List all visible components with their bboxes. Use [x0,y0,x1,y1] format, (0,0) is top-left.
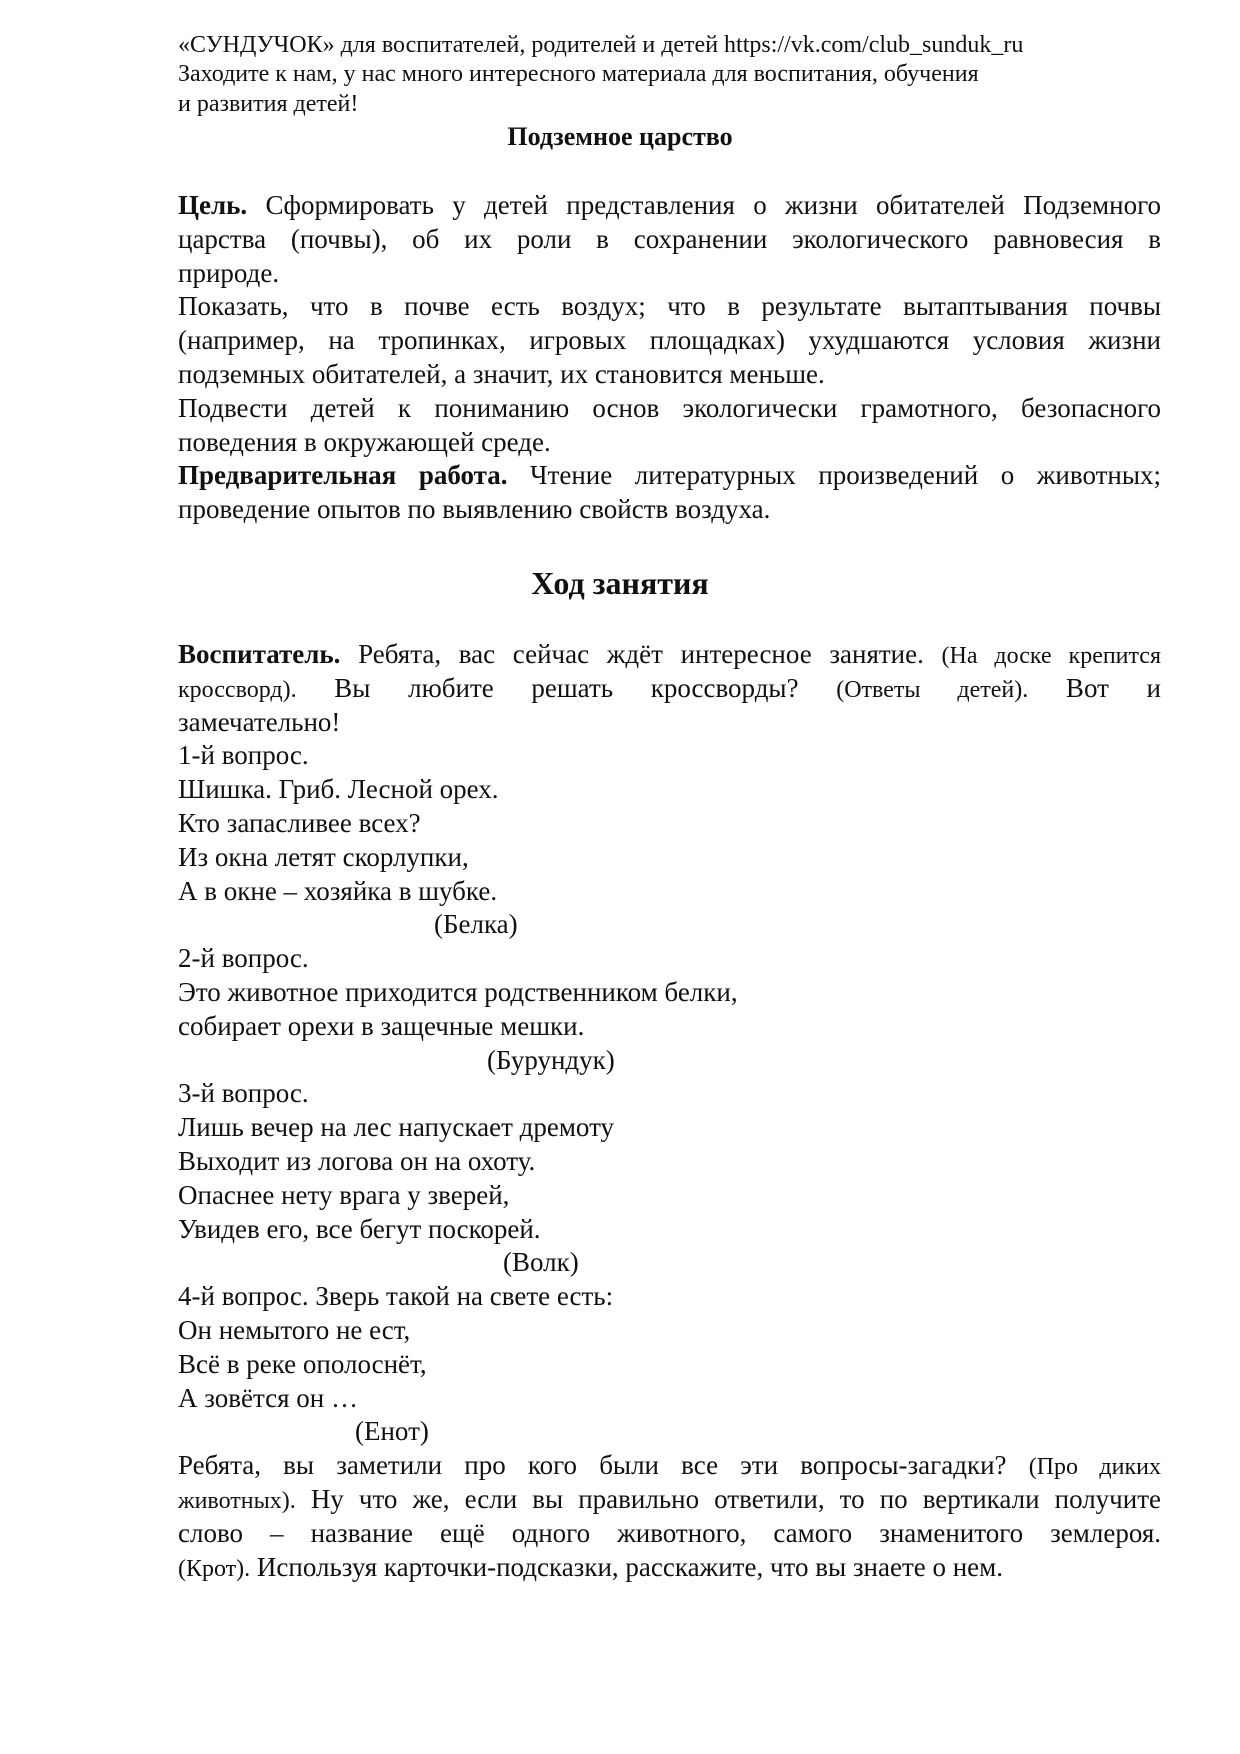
lesson-line [178,1280,613,1312]
lesson-line [178,1517,1161,1549]
text-run: Чтение литературных произведений о животных; [507,460,1161,491]
lesson-line [178,672,1161,706]
text-run: проведение опытов по выявлению свойств воздуха. [178,494,771,525]
text-run: Выходит из логова он на охоту. [178,1146,536,1176]
goal-line [178,223,1161,255]
lesson-line [178,1111,614,1143]
header-line [178,31,1023,59]
lesson-line [178,706,340,738]
text-run: Заходите к нам, у нас много интересного материала для воспитания, обучения [178,61,979,88]
text-run: (Про диких [1028,1454,1161,1481]
text-run: природе. [178,257,280,288]
text-run: Ребята, вы заметили про кого были все эти вопросы-загадки? [178,1450,1029,1481]
lesson-line [178,1010,584,1042]
lesson-line [178,841,469,873]
lesson-line [178,773,499,805]
lesson-line [178,739,309,771]
lesson-line [178,1551,1003,1585]
section-title: Ход занятия [531,565,709,601]
lesson-line [178,638,1161,672]
text-run: подземных обитателей, а значит, их становится меньше. [178,359,825,389]
goal-line [178,358,825,390]
lesson-line [178,875,497,907]
goal-line [178,493,770,525]
text-run: А в окне – хозяйка в шубке. [178,875,498,906]
text-run: 4-й вопрос. Зверь такой на свете есть: [178,1281,614,1312]
text-run: Подвести детей к пониманию основ экологически грамотного, безопасного [178,392,1161,423]
text-run: (например, на тропинках, игровых площадках) ухудшаются условия жизни [178,325,1161,356]
text-run: (Волк) [503,1247,579,1278]
lesson-line [178,1314,410,1346]
text-run: царства (почвы), об их роли в сохранении экологического равновесия в [178,223,1161,254]
text-run: 2-й вопрос. [178,943,309,974]
text-run: Вот и [1028,672,1162,703]
lesson-line [178,807,421,839]
bold-label: Предварительная работа. [178,460,508,491]
goal-line [178,257,279,289]
goal-line [178,290,1161,322]
text-run: Вы любите решать кроссворды? [296,672,837,703]
text-run: Показать, что в почве есть воздух; что в результате вытаптывания почвы [178,291,1161,322]
text-run: замечательно! [178,706,341,737]
lesson-line [503,1246,579,1278]
lesson-line [178,1449,1161,1483]
text-run: (Бурундук) [487,1044,615,1075]
text-run: собирает орехи в защечные мешки. [178,1010,585,1041]
text-run: 1-й вопрос. [178,740,309,771]
document-title: Подземное царство [507,122,733,151]
text-run: (Крот). [178,1555,251,1582]
text-run: А зовётся он … [178,1382,358,1413]
lesson-line [178,1382,358,1414]
header-line [178,60,979,88]
text-run: Он немытого не ест, [178,1315,411,1345]
text-run: (Енот) [355,1416,429,1447]
lesson-line [355,1415,429,1447]
goal-line [178,459,1161,491]
text-run: животных). [178,1488,296,1514]
bold-label: Воспитатель. [178,639,341,669]
lesson-line [487,1044,615,1076]
text-run: Всё в реке ополоснёт, [178,1348,427,1379]
text-run: Шишка. Гриб. Лесной орех. [178,774,499,805]
text-run: и развития детей! [178,90,359,117]
text-run: Лишь вечер на лес напускает дремоту [178,1112,615,1143]
text-run: поведения в окружающей среде. [178,426,551,457]
goal-line [178,392,1161,424]
goal-line [178,426,551,458]
bold-label: Цель. [178,190,248,220]
lesson-line [178,1145,535,1177]
text-run: Кто запасливее всех? [178,808,421,838]
text-run: Используя карточки-подсказки, расскажите, что вы знаете о нем. [250,1551,1003,1582]
lesson-line [434,908,518,940]
text-run: Ребята, вас сейчас ждёт интересное занятие. [340,639,942,669]
lesson-line [178,1348,427,1380]
text-run: Увидев его, все бегут поскорей. [178,1213,541,1244]
text-run: кроссворд). [178,676,297,703]
text-run: (На доске крепится [941,643,1161,669]
lesson-line [178,976,738,1008]
text-run: Это животное приходится родственником белки, [178,977,738,1007]
goal-line [178,189,1161,221]
lesson-line [178,942,309,974]
lesson-line [178,1077,309,1109]
text-run: 3-й вопрос. [178,1078,309,1109]
text-run: Опаснее нету врага у зверей, [178,1179,510,1210]
text-run: Из окна летят скорлупки, [178,841,469,872]
header-line [178,90,358,118]
lesson-line [178,1179,509,1211]
text-run: Ну что же, если вы правильно ответили, то по вертикали получите [295,1484,1161,1514]
lesson-line [178,1213,541,1245]
text-run: Сформировать у детей представления о жизни обитателей Подземного [247,190,1161,220]
text-run: слово – название ещё одного животного, самого знаменитого землероя. [178,1517,1161,1548]
text-run: «СУНДУЧОК» для воспитателей, родителей и детей https://vk.com/club_sunduk_ru [178,32,1024,58]
text-run: (Ответы детей). [836,676,1029,703]
text-run: (Белка) [434,909,518,940]
goal-line [178,324,1161,356]
lesson-line [178,1483,1161,1517]
